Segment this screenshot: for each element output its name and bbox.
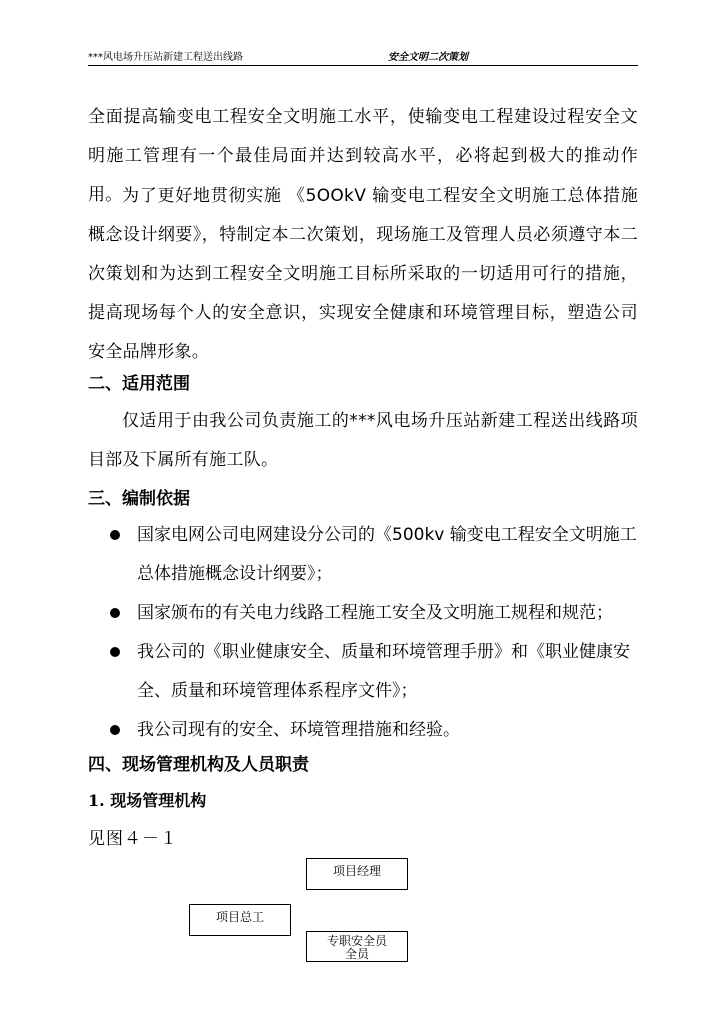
org-label-chief-engineer: 项目总工 <box>215 910 264 924</box>
org-label-safety-officer: 专职安全员 <box>326 934 387 948</box>
paragraph-intro: 全面提高输变电工程安全文明施工水平，使输变电工程建设过程安全文明施工管理有一个最佳局面并达到较高水平，必将起到极大的推动作用。 <box>88 107 638 205</box>
org-label-safety-officer-2: 全员 <box>344 947 369 961</box>
bullet-icon <box>110 608 120 618</box>
list-item-text: 国家颁布的有关电力线路工程施工安全及文明施工规程和规范； <box>137 603 613 623</box>
paragraph-purpose: 为了更好地贯彻实施 《5OOkV 输变电工程安全文明施工总体措施概念设计纲要》，特制定本二次策划，现场施工及管理人员必须遵守本二次策划和为达到工程安全文明施工目标所采取的一切适用可行的措施，提高现场每个人的安全意识，实现安全健康和环境管理目标，塑造公司安全品牌形象。 <box>88 186 638 362</box>
subheading-site-organization: 1. 现场管理机构 <box>88 791 207 810</box>
list-item <box>88 711 638 750</box>
heading-scope: 二、适用范围 <box>88 374 190 394</box>
basis-list <box>88 516 638 750</box>
list-item <box>88 633 638 711</box>
list-item <box>88 516 638 594</box>
org-box-safety-officer <box>306 931 408 962</box>
figure-reference: 见图４－１ <box>88 829 178 849</box>
header-left-title: ***风电场升压站新建工程送出线路 <box>88 52 243 63</box>
heading-organization: 四、现场管理机构及人员职责 <box>88 755 309 775</box>
bullet-icon <box>110 530 120 540</box>
header-rule <box>88 65 638 66</box>
org-box-chief-engineer <box>189 904 291 936</box>
bullet-icon <box>110 725 120 735</box>
list-item-text: 国家电网公司电网建设分公司的《500kv 输变电工程安全文明施工总体措施概念设计纲要》； <box>137 525 637 584</box>
bullet-icon <box>110 647 120 657</box>
list-item-text: 我公司的《职业健康安全、质量和环境管理手册》和《职业健康安全、质量和环境管理体系程序文件》； <box>137 642 630 701</box>
org-box-project-manager <box>306 858 408 890</box>
paragraph-scope: 仅适用于由我公司负责施工的***风电场升压站新建工程送出线路项目部及下属所有施工队。 <box>88 411 638 470</box>
header-right-title: 安全文明二次策划 <box>388 52 468 63</box>
org-label-project-manager: 项目经理 <box>332 864 381 878</box>
heading-basis: 三、编制依据 <box>88 489 190 509</box>
list-item-text: 我公司现有的安全、环境管理措施和经验。 <box>137 720 460 740</box>
list-item <box>88 594 638 633</box>
